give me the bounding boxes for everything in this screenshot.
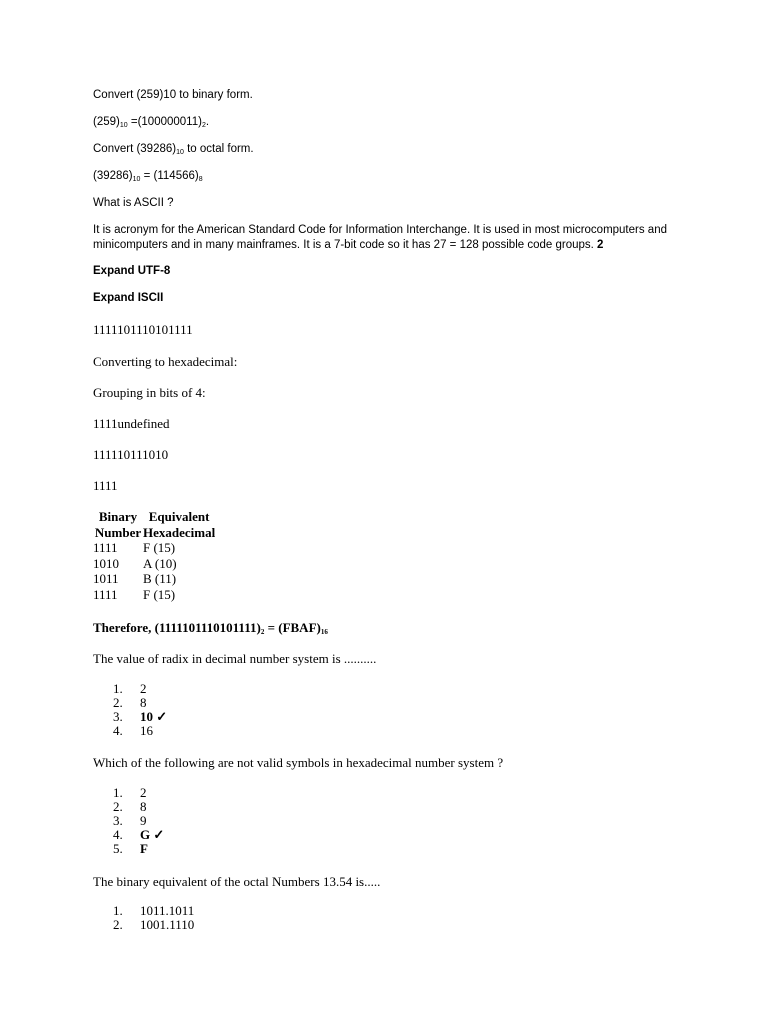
group-line-3 — [93, 478, 118, 493]
option-number: 2. — [113, 917, 123, 932]
question-expand-iscii — [93, 291, 163, 306]
cell-binary: 1111 — [93, 586, 118, 602]
binary-value: 1111101110101111 — [93, 322, 193, 337]
option-text: 8 — [140, 799, 147, 814]
converting-label — [93, 354, 237, 369]
question-text-tail: to octal form. — [183, 143, 254, 155]
result-value: = (FBAF) — [264, 620, 321, 635]
option-text-correct: G ✓ — [140, 827, 165, 842]
list-item — [113, 904, 194, 918]
cell-hex: A (10) — [143, 555, 177, 571]
binary-number — [93, 322, 193, 337]
grouping-label — [93, 385, 206, 400]
answer-convert-259 — [93, 115, 209, 130]
option-text-correct: 10 ✓ — [140, 709, 168, 724]
table-row — [93, 587, 215, 603]
question-text: Convert (259)10 to binary form. — [93, 89, 253, 101]
header-line: Equivalent — [148, 509, 210, 524]
question-text: The binary equivalent of the octal Numbers 13.54 is..... — [93, 874, 381, 889]
option-number: 3. — [113, 709, 123, 724]
list-item — [113, 696, 167, 710]
question-ascii — [93, 196, 174, 211]
result-text: Therefore, (1111101110101111) — [93, 620, 261, 635]
mcq-octal-question — [93, 874, 380, 889]
list-item — [113, 828, 164, 842]
question-text: Which of the following are not valid symbols in hexadecimal number system ? — [93, 755, 504, 770]
subscript: 10 — [119, 122, 128, 129]
question-text: Expand ISCII — [93, 292, 164, 304]
subscript: 2 — [201, 122, 206, 129]
answer-ascii — [93, 223, 673, 253]
therefore-result — [93, 620, 328, 635]
cell-binary: 1111 — [93, 540, 118, 555]
option-text: F — [140, 841, 148, 856]
answer-tail: . — [205, 116, 210, 128]
table-header-row — [93, 509, 215, 540]
question-text: Convert (39286) — [93, 143, 177, 155]
answer-value: = (114566) — [140, 170, 199, 182]
question-convert-259 — [93, 88, 253, 103]
subscript: 8 — [198, 176, 203, 183]
subscript: 10 — [176, 149, 184, 156]
option-number: 5. — [113, 841, 123, 856]
mcq-radix-options — [113, 682, 167, 738]
header-line: Binary — [98, 509, 138, 524]
question-convert-39286 — [93, 142, 254, 157]
table-row — [93, 571, 215, 587]
mcq-octal-options — [113, 904, 194, 932]
mcq-radix-question — [93, 651, 376, 666]
answer-lhs: (39286) — [93, 170, 133, 182]
answer-text: It is acronym for the American Standard Code for Information Interchange. It is used in most microcomputers and minicomputers and in many mainframes. It is a 7-bit code so it has 27 = 128 possible code groups. — [93, 224, 667, 251]
question-text: Expand UTF-8 — [93, 265, 171, 277]
list-item — [113, 710, 167, 724]
option-number: 4. — [113, 723, 123, 738]
list-item — [113, 800, 164, 814]
list-item — [113, 918, 194, 932]
option-text: 1001.1110 — [140, 917, 195, 932]
answer-lhs: (259) — [93, 116, 120, 128]
question-text: What is ASCII ? — [93, 197, 174, 209]
cell-binary: 1010 — [93, 555, 119, 571]
question-text: The value of radix in decimal number system is .......... — [93, 651, 377, 666]
option-number: 2. — [113, 695, 123, 710]
list-item — [113, 682, 167, 696]
subscript: 10 — [132, 176, 141, 183]
option-number: 3. — [113, 813, 123, 828]
cell-hex: B (11) — [143, 571, 177, 586]
list-item — [113, 786, 164, 800]
cell-hex: F (15) — [143, 540, 176, 555]
header-equivalent-hexadecimal — [143, 509, 215, 540]
marks-label: 2 — [597, 239, 604, 251]
answer-convert-39286 — [93, 169, 203, 184]
binary-hex-table — [93, 509, 215, 602]
table-row — [93, 540, 215, 556]
option-text: 2 — [140, 681, 147, 696]
group-text: 1111undefined — [93, 416, 170, 431]
option-text: 2 — [140, 785, 147, 800]
header-line: Number — [94, 524, 142, 540]
option-text: 9 — [140, 813, 147, 828]
option-text: 8 — [140, 695, 147, 710]
answer-value: =(100000011) — [127, 116, 202, 128]
group-text: 111110111010 — [93, 447, 169, 462]
list-item — [113, 814, 164, 828]
mcq-hex-symbols-question — [93, 755, 503, 770]
group-line-1 — [93, 416, 170, 431]
converting-text: Converting to hexadecimal: — [93, 354, 238, 369]
mcq-hex-symbols-options — [113, 786, 164, 856]
header-line: Hexadecimal — [143, 524, 216, 540]
table-row — [93, 556, 215, 572]
subscript: 16 — [320, 628, 328, 636]
cell-hex: F (15) — [143, 586, 176, 602]
option-text: 16 — [140, 723, 153, 738]
question-expand-utf8 — [93, 264, 170, 279]
option-number: 1. — [113, 903, 123, 918]
subscript: 2 — [260, 628, 265, 636]
option-text: 1011.1011 — [140, 903, 195, 918]
option-number: 1. — [113, 681, 123, 696]
option-number: 1. — [113, 785, 123, 800]
group-text: 1111 — [93, 478, 118, 493]
header-binary-number — [93, 509, 143, 540]
grouping-text: Grouping in bits of 4: — [93, 385, 206, 400]
list-item — [113, 724, 167, 738]
group-line-2 — [93, 447, 168, 462]
option-number: 2. — [113, 799, 123, 814]
option-number: 4. — [113, 827, 123, 842]
cell-binary: 1011 — [93, 571, 119, 586]
list-item — [113, 842, 164, 856]
